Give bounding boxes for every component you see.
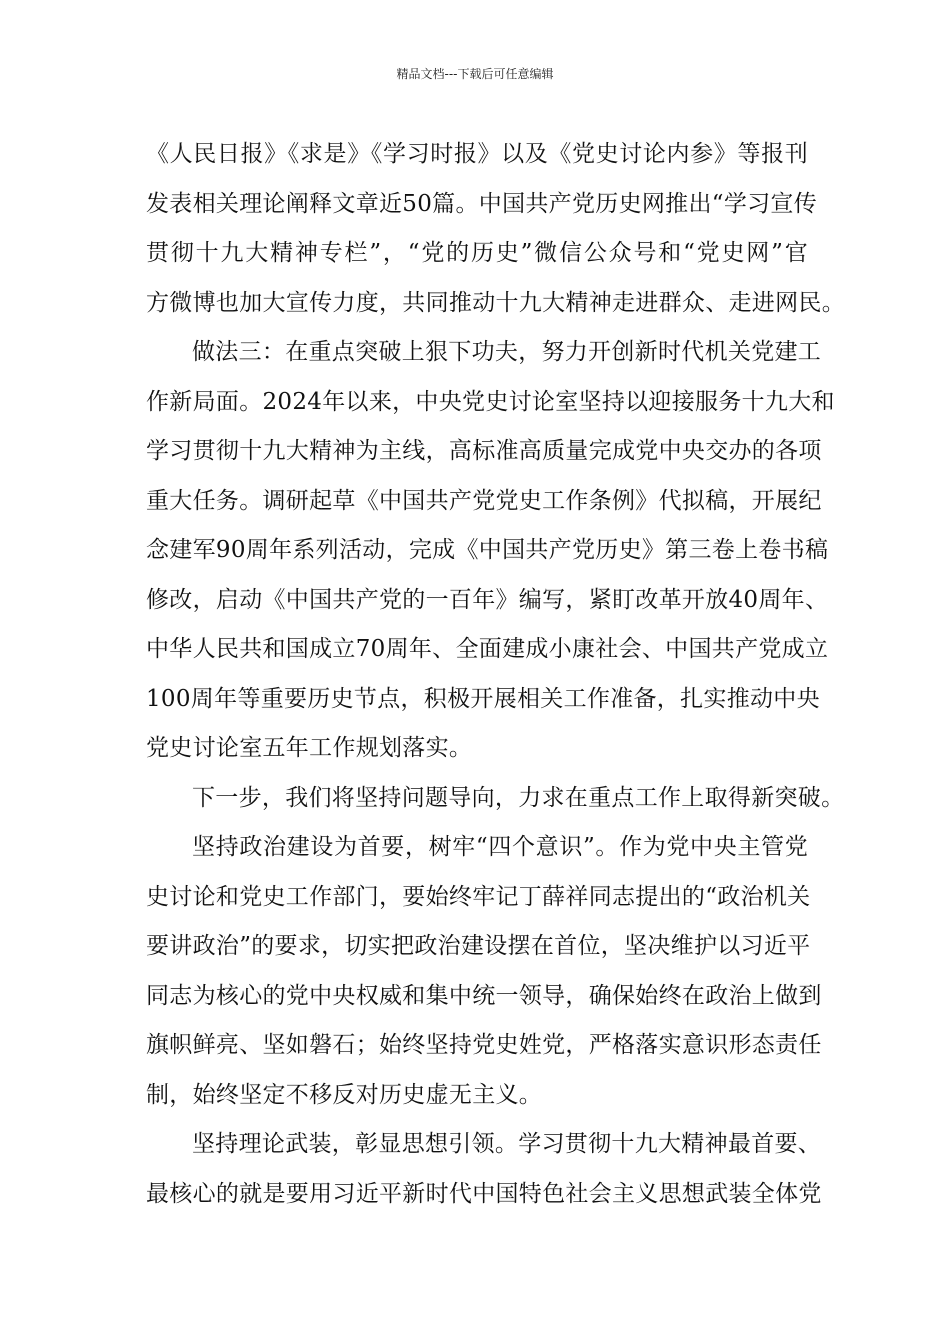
text-line: 最核心的就是要用习近平新时代中国特色社会主义思想武装全体党 xyxy=(146,1180,822,1207)
text-line: 史讨论和党史工作部门，要始终牢记丁薛祥同志提出的“政治机关 xyxy=(146,883,811,910)
text-line: 同志为核心的党中央权威和集中统一领导，确保始终在政治上做到 xyxy=(146,982,822,1009)
text-line: 贯彻十九大精神专栏”，“党的历史”微信公众号和“党史网”官 xyxy=(146,240,808,266)
text-line: 中华人民共和国成立70周年、全面建成小康社会、中国共产党成立 xyxy=(146,636,829,662)
page-header: 精品文档---下载后可任意编辑 xyxy=(396,67,554,81)
text-line: 方微博也加大宣传力度，共同推动十九大精神走进群众、走进网民。 xyxy=(146,289,845,316)
text-line: 坚持政治建设为首要，树牢“四个意识”。作为党中央主管党 xyxy=(192,834,808,860)
text-line: 100周年等重要历史节点，积极开展相关工作准备，扎实推动中央 xyxy=(146,685,820,712)
text-line: 坚持理论武装，彰显思想引领。学习贯彻十九大精神最首要、 xyxy=(192,1131,822,1157)
text-line: 要讲政治”的要求，切实把政治建设摆在首位，坚决维护以习近平 xyxy=(146,933,811,959)
text-line: 《人民日报》《求是》《学习时报》以及《党史讨论内参》等报刊 xyxy=(146,141,808,167)
text-line: 学习贯彻十九大精神为主线，高标准高质量完成党中央交办的各项 xyxy=(146,438,822,464)
text-line: 发表相关理论阐释文章近50篇。中国共产党历史网推出“学习宣传 xyxy=(146,190,818,217)
text-line: 修改，启动《中国共产党的一百年》编写，紧盯改革开放40周年、 xyxy=(146,586,829,613)
text-line: 制，始终坚定不移反对历史虚无主义。 xyxy=(146,1081,543,1108)
text-line: 作新局面。2024年以来，中央党史讨论室坚持以迎接服务十九大和 xyxy=(146,388,835,415)
text-line: 重大任务。调研起草《中国共产党党史工作条例》代拟稿，开展纪 xyxy=(146,487,822,514)
text-line: 党史讨论室五年工作规划落实。 xyxy=(146,735,473,761)
body-text xyxy=(146,130,845,1219)
text-line: 念建军90周年系列活动，完成《中国共产党历史》第三卷上卷书稿 xyxy=(146,537,829,563)
text-line: 旗帜鲜亮、坚如磐石；始终坚持党史姓党，严格落实意识形态责任 xyxy=(146,1032,822,1058)
text-line: 做法三：在重点突破上狠下功夫，努力开创新时代机关党建工 xyxy=(192,339,822,365)
text-line: 下一步，我们将坚持问题导向，力求在重点工作上取得新突破。 xyxy=(192,784,845,811)
